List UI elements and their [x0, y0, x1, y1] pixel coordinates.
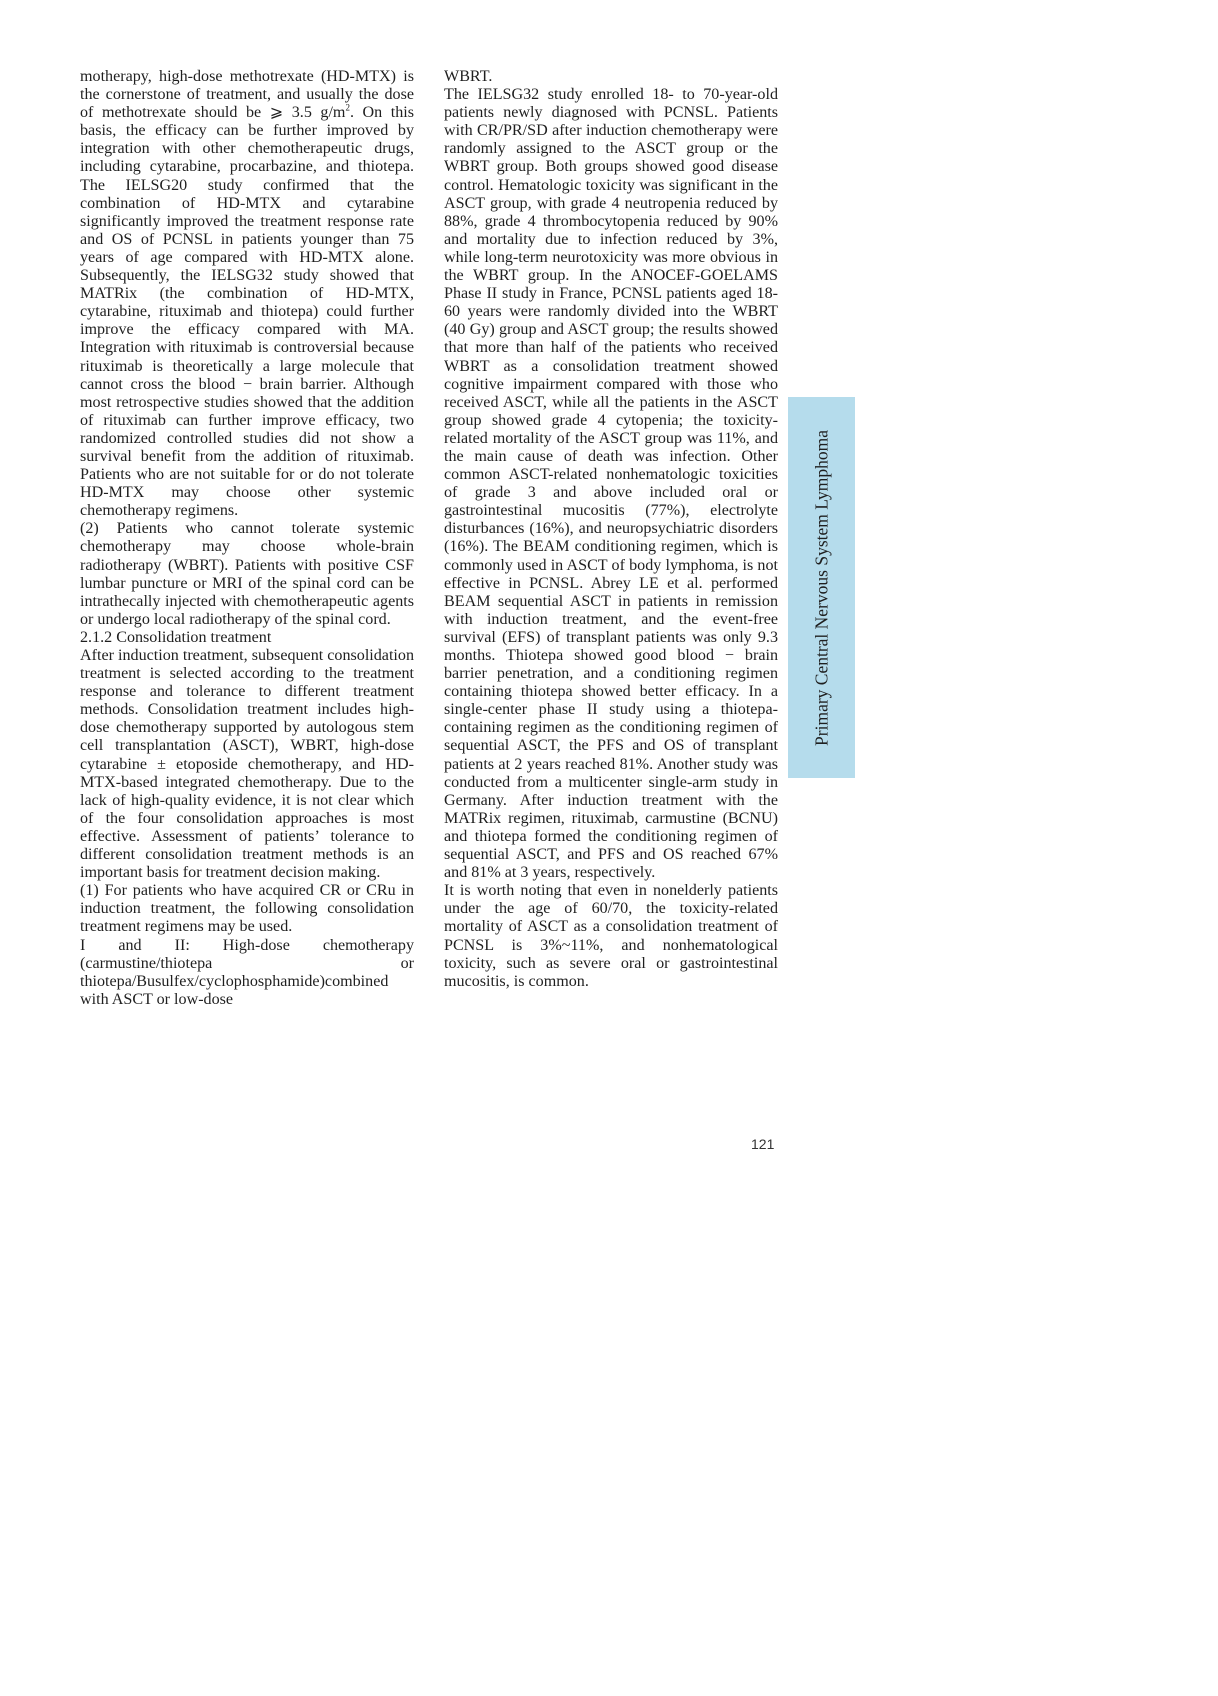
paragraph-text: motherapy, high-dose methotrexate (HD-MTX) is the cornerstone of treatment, and usually the dose of methotrexate should be ⩾ 3.5 g/m: [80, 68, 414, 122]
left-column: [80, 68, 414, 1009]
paragraph-text: . On this basis, the efficacy can be further improved by integration with other chemotherapeutic drugs, including cytarabine, procarbazine, and thiotepa. The IELSG20 study confirmed that the combination of HD-MTX and cytarabine significantly improved the treatment response rate and OS of PCNSL in patients younger than 75 years of age compared with HD-MTX alone. Subsequently, the IELSG32 study showed that MATRix (the combination of HD-MTX, cytarabine, rituximab and thiotepa) could further improve the efficacy compared with MA. Integration with rituximab is controversial because rituximab is theoretically a large molecule that cannot cross the blood − brain barrier. Although most retrospective studies showed that the addition of rituximab can further improve efficacy, two randomized controlled studies did not show a survival benefit from the addition of rituximab. Patients who are not suitable for or do not tolerate HD-MTX may choose other systemic chemotherapy regimens.: [80, 104, 414, 520]
paragraph: [80, 68, 414, 520]
paragraph: (1) For patients who have acquired CR or CRu in induction treatment, the following consolidation treatment regimens may be used.: [80, 882, 414, 936]
paragraph: (2) Patients who cannot tolerate systemic chemotherapy may choose whole-brain radiotherapy (WBRT). Patients with positive CSF lumbar puncture or MRI of the spinal cord can be intrathecally injected with chemotherapeutic agents or undergo local radiotherapy of the spinal cord.: [80, 520, 414, 628]
paragraph: It is worth noting that even in nonelderly patients under the age of 60/70, the toxicity-related mortality of ASCT as a consolidation treatment of PCNSL is 3%~11%, and nonhematological toxicity, such as severe oral or gastrointestinal mucositis, is common.: [444, 882, 778, 990]
paragraph: The IELSG32 study enrolled 18- to 70-year-old patients newly diagnosed with PCNSL. Patients with CR/PR/SD after induction chemotherapy were randomly assigned to the ASCT group or the WBRT group. Both groups showed good disease control. Hematologic toxicity was significant in the ASCT group, with grade 4 neutropenia reduced by 88%, grade 4 thrombocytopenia reduced by 90% and mortality due to infection reduced by 3%, while long-term neurotoxicity was more obvious in the WBRT group. In the ANOCEF-GOELAMS Phase II study in France, PCNSL patients aged 18-60 years were randomly divided into the WBRT (40 Gy) group and ASCT group; the results showed that more than half of the patients who received WBRT as a consolidation treatment showed cognitive impairment compared with those who received ASCT, while all the patients in the ASCT group showed grade 4 cytopenia; the toxicity-related mortality of the ASCT group was 11%, and the main cause of death was infection. Other common ASCT-related nonhematologic toxicities of grade 3 and above included oral or gastrointestinal mucositis (77%), electrolyte disturbances (16%), and neuropsychiatric disorders (16%). The BEAM conditioning regimen, which is commonly used in ASCT of body lymphoma, is not effective in PCNSL. Abrey LE et al. performed BEAM sequential ASCT in patients in remission with induction treatment, and the event-free survival (EFS) of transplant patients was only 9.3 months. Thiotepa showed good blood − brain barrier penetration, and a conditioning regimen containing thiotepa showed better efficacy. In a single-center phase II study using a thiotepa-containing regimen as the conditioning regimen of sequential ASCT, the PFS and OS of transplant patients at 2 years reached 81%. Another study was conducted from a multicenter single-arm study in Germany. After induction treatment with the MATRix regimen, rituximab, carmustine (BCNU) and thiotepa formed the conditioning regimen of sequential ASCT, and PFS and OS reached 67% and 81% at 3 years, respectively.: [444, 86, 778, 882]
chapter-tab-label: Primary Central Nervous System Lymphoma: [811, 429, 831, 746]
paragraph: WBRT.: [444, 68, 493, 85]
section-heading: 2.1.2 Consolidation treatment: [80, 628, 272, 646]
superscript: 2: [345, 102, 350, 113]
page-number: 121: [751, 1136, 775, 1152]
paragraph: After induction treatment, subsequent consolidation treatment is selected according to the treatment response and tolerance to different treatment methods. Consolidation treatment includes high-dose chemotherapy supported by autologous stem cell transplantation (ASCT), WBRT, high-dose cytarabine ± etoposide chemotherapy, and HD-MTX-based integrated chemotherapy. Due to the lack of high-quality evidence, it is not clear which of the four consolidation approaches is most effective. Assessment of patients’ tolerance to different consolidation treatment methods is an important basis for treatment decision making.: [80, 647, 414, 882]
paragraph: I and II: High-dose chemotherapy (carmustine/thiotepa or thiotepa/Busulfex/cyclophosphamide)combined with ASCT or low-dose: [80, 936, 414, 1008]
right-column: [444, 68, 778, 991]
chapter-side-tab: [788, 397, 855, 778]
